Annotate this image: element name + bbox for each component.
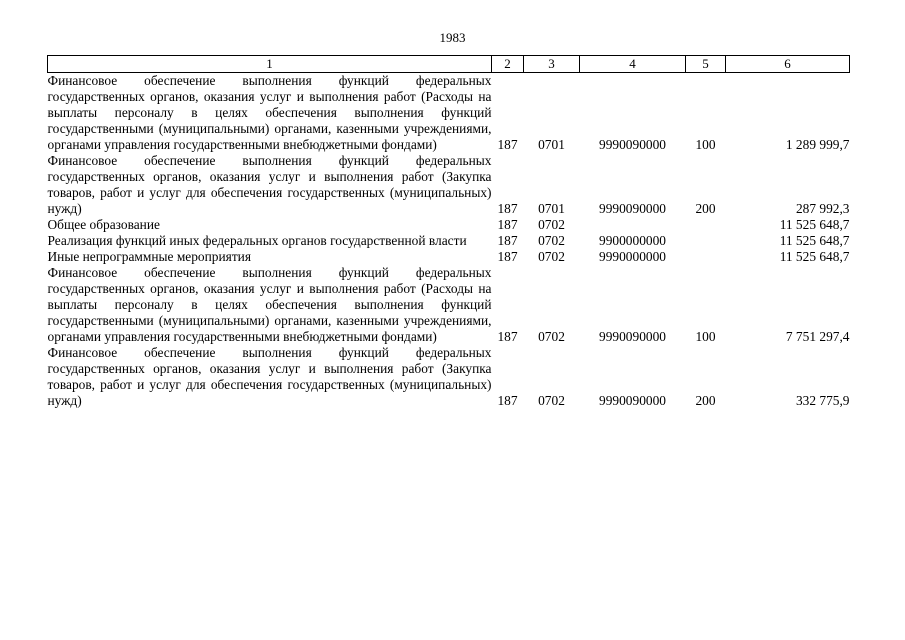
expense-type-code: 200 (695, 393, 716, 408)
row-description: Финансовое обеспечение выполнения функций федеральных государственных органов, оказания услуг и выполнения работ (Расходы на выплаты персоналу в целях обеспечения выполнения функций государственными (муниципальными) органами, казенными учреждениями, органами управления государственными внебюджетными фондами) (47, 265, 492, 344)
amount-value: 332 775,9 (795, 393, 850, 408)
target-article-code: 9990000000 (599, 249, 666, 264)
ministry-code: 187 (497, 329, 518, 344)
expense-type-code (686, 249, 726, 265)
row-description: Реализация функций иных федеральных органов государственной власти (47, 233, 467, 248)
expense-type-code (686, 217, 726, 233)
expense-type-code: 100 (695, 329, 716, 344)
target-article-code: 9990090000 (599, 393, 666, 408)
amount-value: 11 525 648,7 (779, 217, 850, 232)
table-row (48, 233, 850, 249)
budget-table (47, 55, 850, 409)
amount-value: 11 525 648,7 (779, 233, 850, 248)
table-row (48, 217, 850, 233)
row-description: Финансовое обеспечение выполнения функций федеральных государственных органов, оказания услуг и выполнения работ (Закупка товаров, работ и услуг для обеспечения государственных (муниципальных) нужд) (47, 345, 492, 408)
ministry-code: 187 (497, 201, 518, 216)
ministry-code: 187 (497, 137, 518, 152)
section-code: 0702 (538, 249, 565, 264)
table-row (48, 345, 850, 409)
ministry-code: 187 (497, 233, 518, 248)
table-row (48, 265, 850, 345)
section-code: 0701 (538, 137, 565, 152)
target-article-code: 9900000000 (599, 233, 666, 248)
amount-value: 287 992,3 (795, 201, 850, 216)
column-header: 4 (580, 56, 686, 73)
expense-type-code: 100 (695, 137, 716, 152)
section-code: 0702 (538, 329, 565, 344)
target-article-code: 9990090000 (599, 201, 666, 216)
section-code: 0702 (538, 217, 565, 232)
target-article-code: 9990090000 (599, 329, 666, 344)
page-number: 1983 (439, 30, 466, 45)
amount-value: 11 525 648,7 (779, 249, 850, 264)
section-code: 0702 (538, 233, 565, 248)
ministry-code: 187 (497, 249, 518, 264)
row-description: Общее образование (47, 217, 160, 232)
row-description: Финансовое обеспечение выполнения функций федеральных государственных органов, оказания услуг и выполнения работ (Закупка товаров, работ и услуг для обеспечения государственных (муниципальных) нужд) (47, 153, 492, 216)
ministry-code: 187 (497, 393, 518, 408)
table-row (48, 153, 850, 217)
column-number-row (48, 56, 850, 73)
section-code: 0701 (538, 201, 565, 216)
section-code: 0702 (538, 393, 565, 408)
row-description: Финансовое обеспечение выполнения функций федеральных государственных органов, оказания услуг и выполнения работ (Расходы на выплаты персоналу в целях обеспечения выполнения функций государственными (муниципальными) органами, казенными учреждениями, органами управления государственными внебюджетными фондами) (47, 73, 492, 152)
row-description: Иные непрограммные мероприятия (47, 249, 251, 264)
ministry-code: 187 (497, 217, 518, 232)
expense-type-code (686, 233, 726, 249)
column-header: 2 (492, 56, 524, 73)
column-header: 6 (726, 56, 850, 73)
table-row (48, 249, 850, 265)
amount-value: 1 289 999,7 (785, 137, 850, 152)
column-header: 3 (524, 56, 580, 73)
table-row (48, 73, 850, 154)
amount-value: 7 751 297,4 (785, 329, 850, 344)
expense-type-code: 200 (695, 201, 716, 216)
column-header: 1 (48, 56, 492, 73)
target-article-code: 9990090000 (599, 137, 666, 152)
column-header: 5 (686, 56, 726, 73)
target-article-code (580, 217, 686, 233)
